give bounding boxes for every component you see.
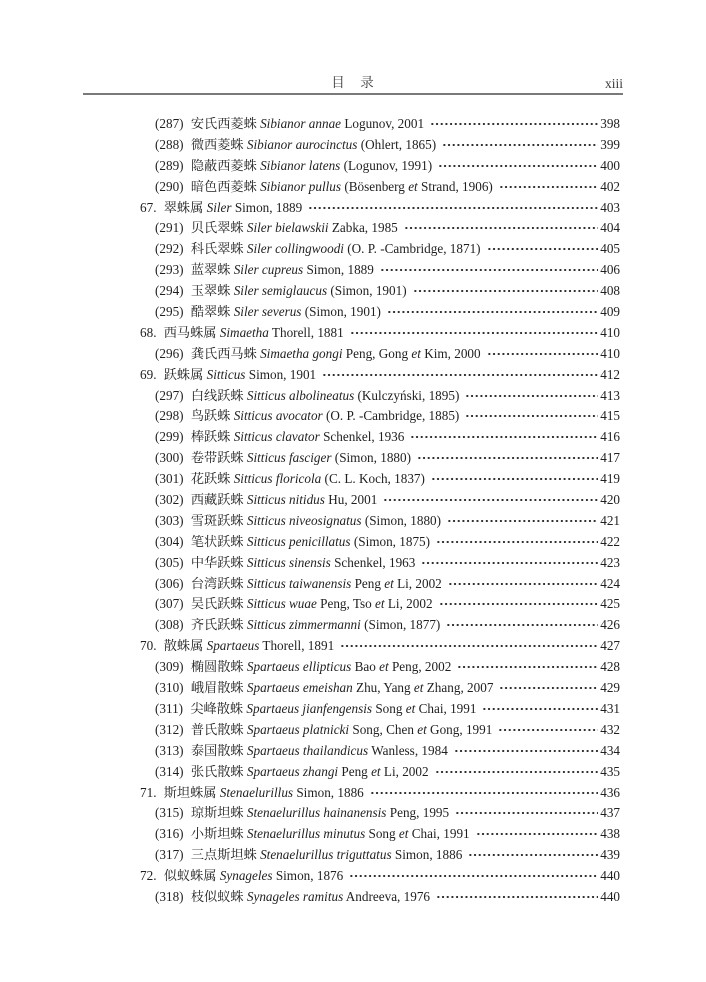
entry-page-number: 405 [600, 241, 620, 257]
toc-entry [140, 699, 620, 720]
dot-leader [486, 348, 599, 358]
entry-number: (310) [155, 680, 184, 696]
scientific-name: Sitticus zimmermanni [246, 617, 361, 633]
entry-number: (311) [155, 700, 184, 716]
dot-leader [307, 202, 598, 212]
entry-text: (316) 小斯坦蛛 Stenaelurillus minutus Song et Chai, 1991 [155, 826, 470, 842]
dot-leader [475, 828, 599, 838]
entry-text: (288) 微西菱蛛 Sibianor aurocinctus (Ohlert, 1865) [155, 136, 437, 152]
entry-number: (298) [155, 408, 184, 424]
toc-entry [140, 281, 620, 302]
toc-entry [140, 636, 620, 657]
dot-leader [447, 578, 598, 588]
entry-page-number: 424 [600, 575, 620, 591]
entry-number: (289) [155, 157, 184, 173]
header-rule [83, 93, 623, 95]
entry-text: (307) 吴氏跃蛛 Sitticus wuae Peng, Tso et Li, 2002 [155, 596, 433, 612]
entry-text: 70. 散蛛属 Spartaeus Thorell, 1891 [140, 638, 335, 654]
entry-number: (303) [155, 512, 184, 528]
entry-text: (311) 尖峰散蛛 Spartaeus jianfengensis Song et Chai, 1991 [155, 700, 477, 716]
scientific-name: Synageles [219, 868, 273, 884]
entry-page-number: 440 [600, 888, 620, 904]
entry-text: (296) 龚氏西马蛛 Simaetha gongi Peng, Gong et Kim, 2000 [155, 345, 481, 361]
dot-leader [321, 369, 598, 379]
entry-text: (291) 贝氏翠蛛 Siler bielawskii Zabka, 1985 [155, 220, 398, 236]
toc-entry [140, 365, 620, 386]
entry-number: (295) [155, 304, 184, 320]
dot-leader [456, 661, 598, 671]
entry-text: (305) 中华跃蛛 Sitticus sinensis Schenkel, 1963 [155, 554, 416, 570]
toc-entry [140, 177, 620, 198]
entry-page-number: 400 [600, 157, 620, 173]
toc-entry [140, 824, 620, 845]
entry-page-number: 408 [600, 283, 620, 299]
toc-entry [140, 260, 620, 281]
entry-text: (299) 棒跃蛛 Sitticus clavator Schenkel, 1936 [155, 429, 405, 445]
entry-text: (292) 科氏翠蛛 Siler collingwoodi (O. P. -Cambridge, 1871) [155, 241, 481, 257]
toc-entry [140, 198, 620, 219]
dot-leader [434, 766, 599, 776]
entry-text: (294) 玉翠蛛 Siler semiglaucus (Simon, 1901) [155, 283, 407, 299]
dot-leader [435, 536, 598, 546]
entry-page-number: 428 [600, 659, 620, 675]
scientific-name: Siler [206, 199, 232, 215]
dot-leader [420, 557, 598, 567]
entry-number: (307) [155, 596, 184, 612]
entry-page-number: 421 [600, 512, 620, 528]
toc-entry [140, 783, 620, 804]
entry-number: (299) [155, 429, 184, 445]
dot-leader [454, 807, 598, 817]
dot-leader [369, 787, 598, 797]
entry-text: (312) 普氏散蛛 Spartaeus platnicki Song, Chen et Gong, 1991 [155, 721, 493, 737]
entry-page-number: 436 [600, 784, 620, 800]
entry-page-number: 416 [600, 429, 620, 445]
toc-entry [140, 887, 620, 908]
entry-page-number: 425 [600, 596, 620, 612]
entry-number: (316) [155, 826, 184, 842]
toc-entry [140, 239, 620, 260]
entry-page-number: 432 [600, 721, 620, 737]
dot-leader [464, 410, 598, 420]
scientific-name: Sitticus avocator [233, 408, 323, 424]
entry-page-number: 403 [600, 199, 620, 215]
dot-leader [437, 160, 598, 170]
dot-leader [467, 849, 598, 859]
entry-text: 69. 跃蛛属 Sitticus Simon, 1901 [140, 366, 317, 382]
toc-entry [140, 469, 620, 490]
entry-text: (308) 齐氏跃蛛 Sitticus zimmermanni (Simon, 1877) [155, 617, 441, 633]
toc-entry [140, 553, 620, 574]
toc-entry [140, 574, 620, 595]
entry-number: (306) [155, 575, 184, 591]
toc-entry [140, 845, 620, 866]
dot-leader [445, 619, 598, 629]
entry-page-number: 413 [600, 387, 620, 403]
entry-text: (301) 花跃蛛 Sitticus floricola (C. L. Koch, 1837) [155, 471, 425, 487]
entry-number: 68. [140, 324, 157, 340]
toc-entry [140, 615, 620, 636]
scientific-name: Stenaelurillus minutus [246, 826, 366, 842]
dot-leader [441, 139, 598, 149]
entry-page-number: 434 [600, 742, 620, 758]
entry-number: (297) [155, 387, 184, 403]
entry-number: (301) [155, 471, 184, 487]
entry-number: (314) [155, 763, 184, 779]
page-header [83, 0, 623, 95]
running-head [83, 71, 623, 93]
entry-number: 70. [140, 638, 157, 654]
entry-text: (310) 峨眉散蛛 Spartaeus emeishan Zhu, Yang et Zhang, 2007 [155, 680, 494, 696]
entry-number: (293) [155, 262, 184, 278]
scientific-name: Sitticus taiwanensis [246, 575, 352, 591]
page-number: xiii [604, 76, 623, 91]
scientific-name: Sitticus sinensis [246, 554, 331, 570]
dot-leader [379, 264, 598, 274]
scientific-name: Sitticus nitidus [246, 492, 325, 508]
toc-entry [140, 156, 620, 177]
entry-page-number: 422 [600, 533, 620, 549]
dot-leader [435, 891, 598, 901]
toc-entry [140, 323, 620, 344]
scientific-name: Sitticus albolineatus [246, 387, 355, 403]
dot-leader [430, 473, 598, 483]
scientific-name: Siler bielawskii [246, 220, 329, 236]
entry-number: (290) [155, 178, 184, 194]
entry-number: (296) [155, 345, 184, 361]
entry-text: (309) 椭圆散蛛 Spartaeus ellipticus Bao et Peng, 2002 [155, 659, 452, 675]
toc-entry [140, 762, 620, 783]
scientific-name: Simaetha [219, 324, 269, 340]
scientific-name: Sitticus [206, 366, 246, 382]
toc-entry [140, 344, 620, 365]
entry-text: (306) 台湾跃蛛 Sitticus taiwanensis Peng et Li, 2002 [155, 575, 442, 591]
entry-text: 68. 西马蛛属 Simaetha Thorell, 1881 [140, 324, 344, 340]
entry-number: (317) [155, 847, 184, 863]
entry-page-number: 404 [600, 220, 620, 236]
scientific-name: Stenaelurillus [219, 784, 294, 800]
entry-text: (303) 雪斑跃蛛 Sitticus niveosignatus (Simon, 1880) [155, 512, 442, 528]
scientific-name: Sibianor aurocinctus [246, 136, 358, 152]
entry-text: (289) 隐蔽西菱蛛 Sibianor latens (Logunov, 1991) [155, 157, 433, 173]
scientific-name: Sibianor latens [260, 157, 341, 173]
entry-number: (287) [155, 116, 184, 131]
toc-entry [140, 302, 620, 323]
entry-text: (313) 泰国散蛛 Spartaeus thailandicus Wanless, 1984 [155, 742, 448, 758]
entry-page-number: 438 [600, 826, 620, 842]
scientific-name: Spartaeus emeishan [246, 680, 353, 696]
entry-text: (290) 暗色西菱蛛 Sibianor pullus (Bösenberg et Strand, 1906) [155, 178, 493, 194]
scientific-name: Sitticus penicillatus [246, 533, 351, 549]
toc-entry [140, 657, 620, 678]
entry-number: (305) [155, 554, 184, 570]
toc-entry [140, 866, 620, 887]
entry-page-number: 420 [600, 492, 620, 508]
toc-entry [140, 594, 620, 615]
scientific-name: Sibianor annae [260, 116, 342, 131]
dot-leader [416, 452, 598, 462]
dot-leader [438, 598, 599, 608]
entry-page-number: 415 [600, 408, 620, 424]
toc-entry [140, 427, 620, 448]
entry-text: (314) 张氏散蛛 Spartaeus zhangi Peng et Li, 2002 [155, 763, 429, 779]
dot-leader [486, 243, 599, 253]
entry-text: 71. 斯坦蛛属 Stenaelurillus Simon, 1886 [140, 784, 364, 800]
entry-page-number: 417 [600, 450, 620, 466]
entry-number: (309) [155, 659, 184, 675]
entry-page-number: 437 [600, 805, 620, 821]
entry-number: (291) [155, 220, 184, 236]
toc-entry [140, 386, 620, 407]
scientific-name: Sitticus fasciger [246, 450, 332, 466]
entry-number: 69. [140, 366, 157, 382]
entry-page-number: 412 [600, 366, 620, 382]
scientific-name: Spartaeus zhangi [246, 763, 339, 779]
dot-leader [403, 222, 598, 232]
entry-text: 67. 翠蛛属 Siler Simon, 1889 [140, 199, 303, 215]
entry-number: (288) [155, 136, 184, 152]
entry-page-number: 419 [600, 471, 620, 487]
toc-entry [140, 532, 620, 553]
toc-entry [140, 114, 620, 135]
toc-entry [140, 678, 620, 699]
dot-leader [386, 306, 598, 316]
toc-entry [140, 741, 620, 762]
scientific-name: Siler collingwoodi [246, 241, 344, 257]
scientific-name: Stenaelurillus triguttatus [260, 847, 392, 863]
dot-leader [412, 285, 599, 295]
scientific-name: Spartaeus [206, 638, 260, 654]
entry-number: (294) [155, 283, 184, 299]
entry-text: (315) 琼斯坦蛛 Stenaelurillus hainanensis Peng, 1995 [155, 805, 450, 821]
entry-page-number: 423 [600, 554, 620, 570]
dot-leader [453, 745, 598, 755]
dot-leader [409, 431, 598, 441]
dot-leader [498, 181, 598, 191]
toc-entry [140, 803, 620, 824]
entry-number: (312) [155, 721, 184, 737]
entry-page-number: 409 [600, 304, 620, 320]
entry-page-number: 440 [600, 868, 620, 884]
scientific-name: Sitticus niveosignatus [246, 512, 362, 528]
dot-leader [382, 494, 598, 504]
scientific-name: Siler cupreus [233, 262, 304, 278]
entry-page-number: 439 [600, 847, 620, 863]
entry-number: (315) [155, 805, 184, 821]
entry-number: 67. [140, 199, 157, 215]
scientific-name: Synageles ramitus [246, 888, 344, 904]
entry-page-number: 426 [600, 617, 620, 633]
dot-leader [481, 703, 598, 713]
dot-leader [446, 515, 598, 525]
entry-page-number: 435 [600, 763, 620, 779]
entry-text: (300) 卷带跃蛛 Sitticus fasciger (Simon, 1880) [155, 450, 411, 466]
entry-number: 72. [140, 868, 157, 884]
scientific-name: Sibianor pullus [260, 178, 342, 194]
toc-entry [140, 511, 620, 532]
scientific-name: Spartaeus ellipticus [246, 659, 352, 675]
dot-leader [464, 390, 598, 400]
entry-page-number: 402 [600, 178, 620, 194]
entry-number: 71. [140, 784, 157, 800]
scientific-name: Stenaelurillus hainanensis [246, 805, 387, 821]
entry-text: 72. 似蚁蛛属 Synageles Simon, 1876 [140, 868, 344, 884]
dot-leader [497, 724, 598, 734]
entry-number: (318) [155, 888, 184, 904]
entry-number: (300) [155, 450, 184, 466]
scientific-name: Simaetha gongi [260, 345, 343, 361]
dot-leader [339, 640, 598, 650]
entry-text: (318) 枝似蚁蛛 Synageles ramitus Andreeva, 1976 [155, 888, 431, 904]
scientific-name: Sitticus floricola [233, 471, 322, 487]
dot-leader [429, 118, 598, 128]
toc-list [140, 114, 620, 908]
entry-page-number: 398 [600, 116, 620, 131]
entry-text: (298) 鸟跃蛛 Sitticus avocator (O. P. -Cambridge, 1885) [155, 408, 460, 424]
entry-page-number: 431 [600, 700, 620, 716]
entry-text: (287) 安氏西菱蛛 Sibianor annae Logunov, 2001 [155, 116, 425, 131]
dot-leader [498, 682, 598, 692]
entry-page-number: 410 [600, 345, 620, 361]
entry-number: (308) [155, 617, 184, 633]
toc-entry [140, 720, 620, 741]
entry-number: (292) [155, 241, 184, 257]
scientific-name: Siler semiglaucus [233, 283, 328, 299]
scientific-name: Siler severus [233, 304, 302, 320]
scientific-name: Sitticus wuae [246, 596, 317, 612]
entry-page-number: 410 [600, 324, 620, 340]
entry-text: (317) 三点斯坦蛛 Stenaelurillus triguttatus Simon, 1886 [155, 847, 463, 863]
toc-entry [140, 406, 620, 427]
entry-page-number: 429 [600, 680, 620, 696]
scientific-name: Spartaeus thailandicus [246, 742, 369, 758]
toc-entry [140, 218, 620, 239]
toc-entry [140, 490, 620, 511]
entry-page-number: 406 [600, 262, 620, 278]
scientific-name: Spartaeus platnicki [246, 721, 350, 737]
scientific-name: Sitticus clavator [233, 429, 320, 445]
dot-leader [349, 327, 599, 337]
entry-page-number: 427 [600, 638, 620, 654]
dot-leader [348, 870, 598, 880]
entry-number: (313) [155, 742, 184, 758]
entry-text: (304) 笔状跃蛛 Sitticus penicillatus (Simon, 1875) [155, 533, 431, 549]
toc-entry [140, 135, 620, 156]
entry-text: (297) 白线跃蛛 Sitticus albolineatus (Kulczyński, 1895) [155, 387, 460, 403]
page-title: 目 录 [331, 75, 375, 90]
toc-entry [140, 448, 620, 469]
scientific-name: Spartaeus jianfengensis [246, 700, 373, 716]
entry-text: (295) 酷翠蛛 Siler severus (Simon, 1901) [155, 304, 381, 320]
entry-number: (302) [155, 492, 184, 508]
entry-text: (293) 蓝翠蛛 Siler cupreus Simon, 1889 [155, 262, 374, 278]
entry-page-number: 399 [600, 136, 620, 152]
entry-number: (304) [155, 533, 184, 549]
entry-text: (302) 西藏跃蛛 Sitticus nitidus Hu, 2001 [155, 492, 378, 508]
